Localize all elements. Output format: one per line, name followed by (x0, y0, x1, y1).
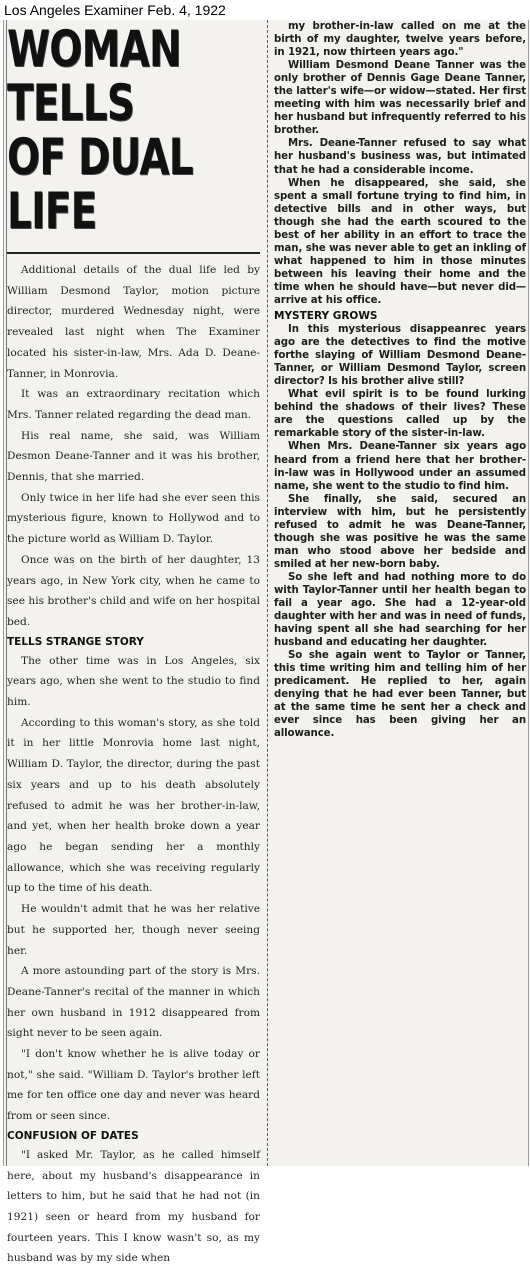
paragraph: According to this woman's story, as she told it in her little Monrovia home last night, William D. Taylor, the director, during the past six years and up to his death absolutely refused to admit he was her brother-in-law, and yet, when her health broke down a year ago he began sending her a monthly allowance, which she was receiving regularly up to the time of his death. (7, 716, 260, 895)
subheading: TELLS STRANGE STORY (7, 635, 144, 648)
paragraph: A more astounding part of the story is Mrs. Deane-Tanner's recital of the manner in which her own husband in 1912 disappeared from sight never to be seen again. (7, 965, 260, 1040)
right-column (274, 20, 526, 741)
paragraph: The other time was in Los Angeles, six years ago, when she went to the studio to find him. (7, 654, 260, 709)
paragraph: So she again went to Taylor or Tanner, this time writing him and telling him of her predicament. He replied to her, again denying that he had ever been Tanner, but at the same time he sent her a check and ever since has been giving her an allowance. (274, 650, 526, 740)
paragraph: In this mysterious disappeanrec years ago are the detectives to find the motive forthe slaying of William Desmond Deane-Tanner, or William Desmond Taylor, screen director? Is his brother alive still? (274, 324, 526, 388)
newspaper-clipping (3, 20, 529, 1265)
paragraph: He wouldn't admit that he was her relative but he supported her, though never seeing her. (7, 903, 260, 957)
paragraph: Additional details of the dual life led by William Desmond Taylor, motion picture director, murdered Wednesday night, were revealed last night when The Examiner located his sister-in-law, Mrs. Ada D. Deane-Tanner, in Monrovia. (7, 264, 260, 380)
paragraph: Mrs. Deane-Tanner refused to say what her husband's business was, but intimated that he had a considerable income. (274, 138, 526, 176)
paragraph: my brother-in-law called on me at the birth of my daughter, twelve years before, in 1921, now thirteen years ago." (274, 21, 526, 59)
paragraph: Only twice in her life had she ever seen this mysterious figure, known to Hollywod and to the picture world as William D. Taylor. (7, 491, 260, 546)
headline-line-2: OF DUAL LIFE (7, 128, 193, 240)
source-caption: Los Angeles Examiner Feb. 4, 1922 (4, 2, 226, 18)
headline-line-1: WOMAN TELLS (7, 20, 181, 132)
paragraph: "I don't know whether he is alive today or not," she said. "William D. Taylor's brother left me for ten office one day and never was heard from or seen since. (7, 1048, 260, 1123)
headline-divider (7, 252, 260, 254)
paragraph: What evil spirit is to be found lurking behind the shadows of their lives? These are the questions called up by the remarkable story of the sister-in-law. (274, 389, 526, 440)
paragraph: His real name, she said, was William Desmon Deane-Tanner and it was his brother, Dennis, that she married. (7, 429, 260, 484)
paragraph: It was an extraordinary recitation which Mrs. Tanner related regarding the dead man. (7, 388, 260, 421)
column-divider (267, 20, 269, 1166)
subheading: MYSTERY GROWS (274, 310, 378, 323)
headline (7, 22, 257, 238)
left-column (7, 20, 260, 1269)
paragraph: When Mrs. Deane-Tanner six years ago heard from a friend here that her brother-in-law was in Hollywood under an assumed name, she went to the studio to find him. (274, 441, 526, 492)
subheading: CONFUSION OF DATES (7, 1129, 139, 1142)
paragraph: So she left and had nothing more to do with Taylor-Tanner until her health began to fail a year ago. She had a 12-year-old daughter with her and was in need of funds, having spent all she had searching for her husband and educating her daughter. (274, 571, 526, 649)
paragraph: William Desmond Deane Tanner was the only brother of Dennis Gage Deane Tanner, the latter's wife—or widow—stated. Her first meeting with him was necessarily brief and her husband but infrequently referred to his brother. (274, 60, 526, 137)
paragraph: Once was on the birth of her daughter, 13 years ago, in New York city, when he came to see his brother's child and wife on her hospital bed. (7, 553, 260, 628)
paragraph: When he disappeared, she said, she spent a small fortune trying to find him, in detective bills and in other ways, but though she had the earth scoured to the best of her ability in an effort to trace the man, she was never able to get an inkling of what happened to him in those minutes between his leaving their home and the time when he should have—but never did—arrive at his office. (274, 177, 526, 306)
paragraph: "I asked Mr. Taylor, as he called himself here, about my husband's disappearance in letters to him, but he said that he had not (in 1921) seen or heard from my husband for fourteen years. This I know wasn't so, as my husband was by my side when (7, 1148, 260, 1265)
paragraph: She finally, she said, secured an interview with him, but he persistently refused to admit he was Deane-Tanner, though she was positive he was the same man who stood above her bedside and smiled at her new-born baby. (274, 493, 526, 570)
